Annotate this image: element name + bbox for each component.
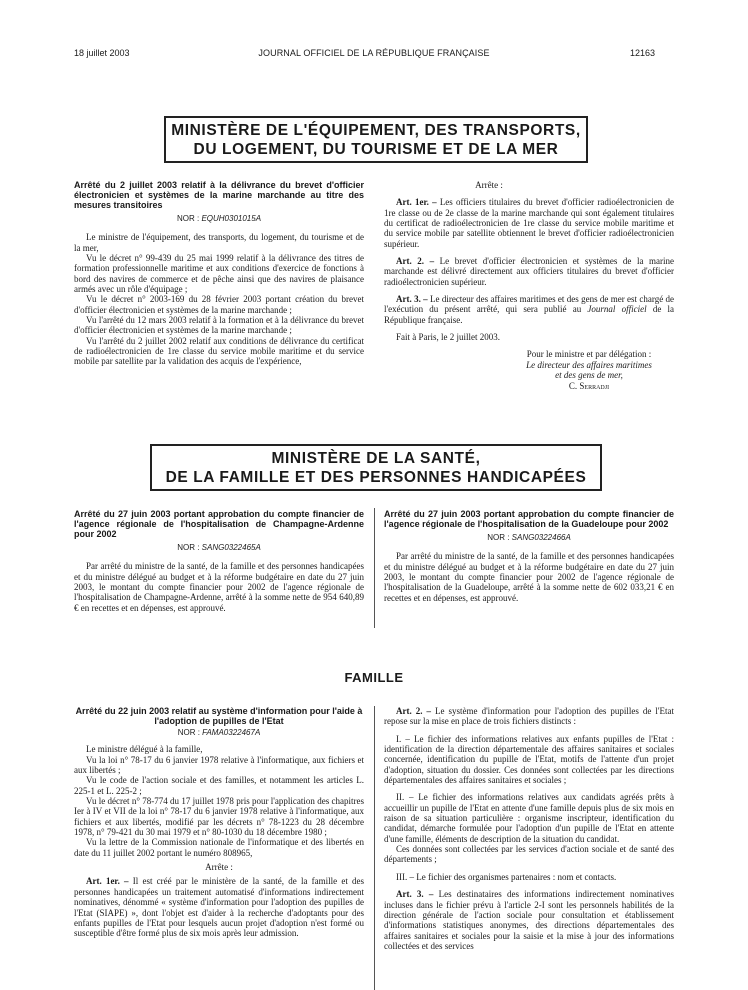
paragraph: Le ministre délégué à la famille, [86, 744, 203, 755]
article-label: Art. 1er. – [86, 876, 129, 887]
arrete-keyword-text: Arrête : [475, 180, 503, 190]
nor-code: EQUH0301015A [201, 214, 262, 223]
paragraph: Vu l'arrêté du 2 juillet 2002 relatif aux conditions de délivrance du certificat de radioélectronicien de 1re classe du service mobile maritime et du service mobile par satellite par la validation des acquis de l'expérience, [74, 335, 364, 367]
article-2-part-ii: II. – Le fichier des informations relatives aux candidats agréés prêts à accueillir un pupille de l'Etat en attente d'une famille depuis plus de six mois en raison de sa situation particulière : organisme inscripteur, identification du candidat, démarche formulée pour l'adoption d'un pupille de l'Etat en attente d'une famille, éléments de description de la situation du candidat. [384, 792, 674, 844]
nor-reference [74, 543, 364, 553]
paragraph: Par arrêté du ministre de la santé, de la famille et des personnes handicapées et du ministre délégué au budget et à la réforme budgétaire en date du 27 juin 2003, le montant du compte financier pour 2002 de l'agence régionale de l'hospitalisation de la Guadeloupe, arrêté à la somme nette de 602 033,21 € en recettes et en dépenses, est approuvé. [384, 551, 674, 603]
article-text: de la République française. [384, 304, 675, 325]
ministry-heading-line1: MINISTÈRE DE LA SANTÉ, [271, 450, 481, 467]
arrete-keyword: Arrête : [205, 862, 233, 873]
arrete-brevet-right-column [384, 180, 674, 391]
arrete-title: Arrêté du 27 juin 2003 portant approbation du compte financier de l'agence régionale de l'hospitalisation de la Guadeloupe pour 2002 [384, 509, 674, 529]
nor-reference [74, 728, 364, 738]
article-1 [384, 197, 674, 249]
column-divider [374, 706, 375, 990]
article-label: Art. 3. – [396, 294, 428, 305]
nor-code: SANG0322466A [511, 533, 571, 542]
nor-label: NOR : [177, 543, 200, 552]
arrete-title: Arrêté du 22 juin 2003 relatif au système d'information pour l'aide à l'adoption de pupilles de l'Etat [75, 706, 363, 726]
article-text: Le système d'information pour l'adoption des pupilles de l'Etat repose sur la mise en place de trois fichiers distincts : [384, 706, 674, 727]
article-2 [384, 256, 674, 287]
article-label: Art. 1er. – [396, 197, 437, 208]
signature-place-date: Fait à Paris, le 2 juillet 2003. [396, 332, 500, 343]
nor-label: NOR : [177, 728, 200, 737]
page-header [0, 48, 748, 62]
column-divider [374, 508, 375, 628]
journal-title: JOURNAL OFFICIEL DE LA RÉPUBLIQUE FRANÇAISE [258, 48, 490, 58]
nor-code: SANG0322465A [201, 543, 261, 552]
issue-date: 18 juillet 2003 [74, 48, 130, 58]
ministry-heading-line2: DU LOGEMENT, DU TOURISME ET DE LA MER [193, 141, 559, 158]
paragraph: Vu le décret n° 2003-169 du 28 février 2003 portant création du brevet d'officier électronicien et systèmes de la marine marchande ; [74, 294, 364, 315]
paragraph: Le ministre de l'équipement, des transports, du logement, du tourisme et de la mer, [74, 232, 364, 253]
article-label: Art. 2. – [396, 256, 435, 267]
nor-label: NOR : [487, 533, 510, 542]
arrete-guadeloupe [384, 509, 674, 603]
ministry-heading-line2: DE LA FAMILLE ET DES PERSONNES HANDICAPÉES [165, 469, 587, 486]
paragraph: Vu la lettre de la Commission nationale de l'informatique et des libertés en date du 11 juillet 2002 portant le numéro 808965, [74, 837, 364, 858]
article-text: Le directeur des affaires maritimes et des gens de mer est chargé de l'exécution du présent arrêté, qui sera publié au [384, 294, 675, 315]
section-heading-famille: FAMILLE [344, 670, 404, 685]
article-text: Il est créé par le ministère de la santé, de la famille et des personnes handicapées un traitement automatisé d'informations indirectement nominatives, dénommé « système d'information pour l'adoption des pupilles de l'Etat (SIAPE) », dont l'objet est d'aider à la recherche d'adoptants pour des enfants pupilles de l'Etat pour lesquels aucun projet d'adoption n'est formé ou susceptible d'être formé plus de six mois après leur admission. [74, 876, 365, 939]
article-label: Art. 3. – [396, 889, 434, 900]
article-text: Le brevet d'officier électronicien et systèmes de la marine marchande est délivré directement aux officiers titulaires du brevet d'officier radioélectronicien supérieur. [384, 256, 674, 287]
arrete-siape-left-column [74, 706, 364, 939]
ministry-heading-line1: MINISTÈRE DE L'ÉQUIPEMENT, DES TRANSPORTS, [171, 122, 581, 139]
article-label: Art. 2. – [396, 706, 432, 716]
signature-line: Pour le ministre et par délégation : [526, 349, 652, 360]
ministry-equipement-heading [164, 116, 588, 163]
arrete-brevet-left-column [74, 180, 364, 367]
signature-line: et des gens de mer, [555, 370, 623, 381]
nor-label: NOR : [176, 214, 200, 223]
article-2-part-ii-continued: Ces données sont collectées par les services d'action sociale et de santé des départements ; [384, 844, 674, 865]
paragraph: Vu l'arrêté du 12 mars 2003 relatif à la formation et à la délivrance du brevet d'officier électronicien et systèmes de la marine marchande ; [74, 315, 364, 336]
article-3 [384, 294, 674, 325]
signature-line: Le directeur des affaires maritimes [526, 359, 652, 370]
arrete-keyword [384, 180, 674, 190]
article-text: Les officiers titulaires du brevet d'officier radioélectronicien de 1re classe ou de 2e classe de la marine marchande qui sont également titulaires du certificat de radioélectronicien de 1re classe du service mobile maritime et du service mobile par satellite obtiennent le brevet d'officier radioélectronicien supérieur. [384, 197, 675, 249]
arrete-title: Arrêté du 27 juin 2003 portant approbation du compte financier de l'agence régionale de l'hospitalisation de Champagne-Ardenne pour 2002 [74, 509, 364, 539]
ministry-sante-heading [150, 444, 602, 491]
journal-officiel-ref: Journal officiel [587, 304, 647, 315]
paragraph: Vu le décret n° 99-439 du 25 mai 1999 relatif à la délivrance des titres de formation professionnelle maritime et aux conditions d'exercice de fonctions à bord des navires de commerce et de pêche ainsi que des navires de plaisance armés avec un rôle d'équipage ; [74, 253, 364, 295]
article-1 [74, 876, 364, 938]
article-3 [384, 889, 674, 951]
page-number: 12163 [630, 48, 656, 58]
article-text: Les destinataires des informations indirectement nominatives incluses dans le fichier prévu à l'article 2-I sont les personnels habilités de la direction générale de l'action sociale pour consultation et établissement d'informations statistiques anonymes, des directions départementales des affaires sanitaires et sociales pour la saisie et la mise à jour des informations collectées et des services [384, 889, 674, 951]
paragraph: Vu le décret n° 78-774 du 17 juillet 1978 pris pour l'application des chapitres Ier à IV et VII de la loi n° 78-17 du 6 janvier 1978 relative à l'informatique, aux fichiers et aux libertés, modifié par les décrets n° 78-1223 du 28 décembre 1978, n° 79-421 du 30 mai 1979 et n° 80-1030 du 18 décembre 1980 ; [74, 796, 364, 838]
article-2 [384, 706, 674, 727]
signatory-name: C. Serradji [568, 380, 610, 391]
paragraph: Vu la loi n° 78-17 du 6 janvier 1978 relative à l'informatique, aux fichiers et aux libertés ; [74, 754, 364, 776]
nor-reference [74, 214, 364, 224]
arrete-champagne-ardenne [74, 509, 364, 613]
paragraph: Vu le code de l'action sociale et des familles, et notamment les articles L. 225-1 et L. 225-2 ; [74, 775, 364, 796]
article-2-part-i: I. – Le fichier des informations relatives aux enfants pupilles de l'Etat : identification de la direction départementale des affaires sanitaires et sociales concernée, identification du pupille de l'Etat, motifs de l'attente d'un projet d'adoption, situation du dossier. Ces données sont collectées par les directions départementales des affaires sanitaires et sociales ; [384, 733, 674, 786]
signature-block [384, 349, 674, 390]
nor-code: FAMA0322467A [202, 728, 261, 737]
arrete-siape-right-column [384, 706, 674, 951]
paragraph: Par arrêté du ministre de la santé, de la famille et des personnes handicapées et du ministre délégué au budget et à la réforme budgétaire en date du 27 juin 2003, le montant du compte financier pour 2002 de l'agence régionale de l'hospitalisation de Champagne-Ardenne, arrêté à la somme nette de 954 640,89 € en recettes et en dépenses, est approuvé. [74, 561, 364, 613]
article-2-part-iii: III. – Le fichier des organismes partenaires : nom et contacts. [396, 871, 617, 882]
arrete-title: Arrêté du 2 juillet 2003 relatif à la délivrance du brevet d'officier électronicien et systèmes de la marine marchande au titre des mesures transitoires [74, 180, 364, 210]
nor-reference [384, 533, 674, 543]
